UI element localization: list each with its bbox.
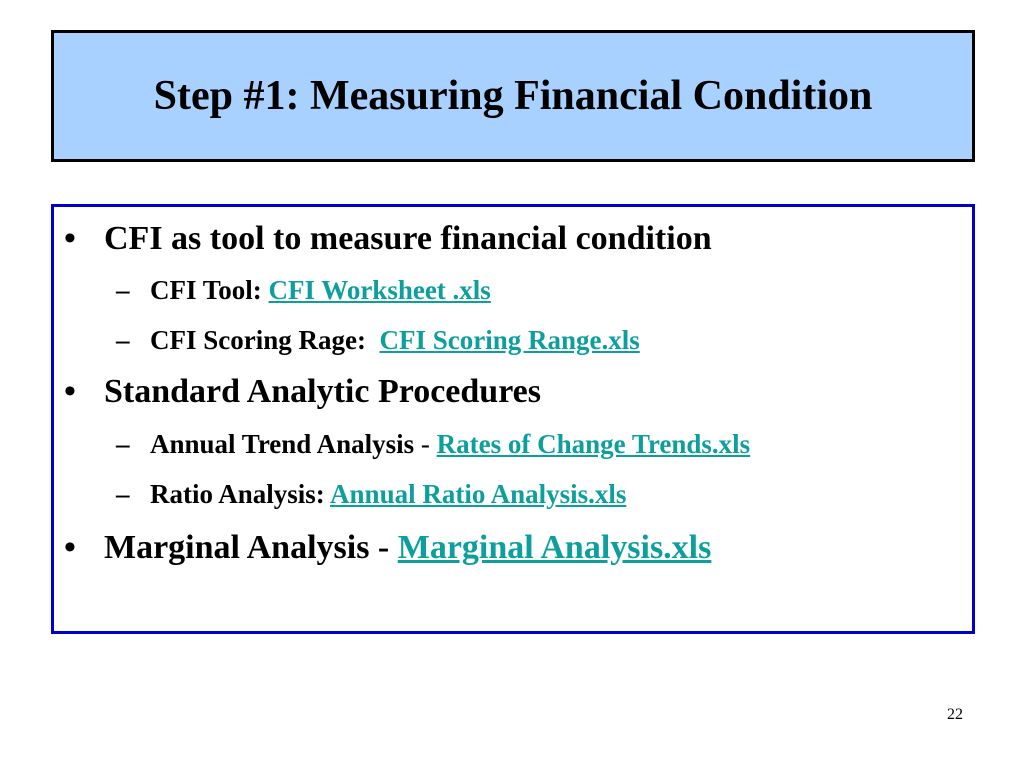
page-number: 22 [947, 706, 963, 723]
content-box [51, 204, 975, 634]
separator: - [420, 429, 437, 459]
annual-ratio-analysis-link[interactable]: Annual Ratio Analysis.xls [330, 479, 627, 509]
sub-bullet-label: CFI Tool: [150, 275, 269, 305]
sub-bullet-ratio-analysis [116, 479, 626, 510]
bullet-marginal-analysis [64, 529, 711, 567]
marginal-analysis-link[interactable]: Marginal Analysis.xls [397, 529, 712, 566]
sub-bullet-cfi-scoring [116, 325, 640, 356]
slide-title: Step #1: Measuring Financial Condition [153, 73, 873, 119]
title-box [51, 30, 975, 162]
bullet-text: Marginal Analysis - [104, 529, 398, 566]
bullet-marker: • [64, 220, 76, 257]
sub-bullet-cfi-tool [116, 275, 491, 306]
bullet-text: Standard Analytic Procedures [104, 373, 541, 410]
bullet-marker: • [64, 529, 76, 566]
sub-bullet-annual-trend [116, 429, 750, 460]
sub-bullet-label: Ratio Analysis: [150, 479, 331, 509]
sub-bullet-marker: – [116, 325, 130, 355]
bullet-marker: • [64, 373, 76, 410]
sub-bullet-label: Annual Trend Analysis [150, 429, 421, 459]
rates-of-change-link[interactable]: Rates of Change Trends.xls [436, 429, 751, 459]
cfi-worksheet-link[interactable]: CFI Worksheet .xls [268, 275, 491, 305]
sub-bullet-label: CFI Scoring Rage: [150, 325, 380, 355]
sub-bullet-marker: – [116, 429, 130, 459]
cfi-scoring-range-link[interactable]: CFI Scoring Range.xls [379, 325, 640, 355]
sub-bullet-marker: – [116, 479, 130, 509]
sub-bullet-marker: – [116, 275, 130, 305]
bullet-cfi-tool [64, 220, 712, 258]
bullet-text: CFI as tool to measure financial condition [104, 220, 712, 257]
bullet-standard-analytic [64, 373, 541, 411]
